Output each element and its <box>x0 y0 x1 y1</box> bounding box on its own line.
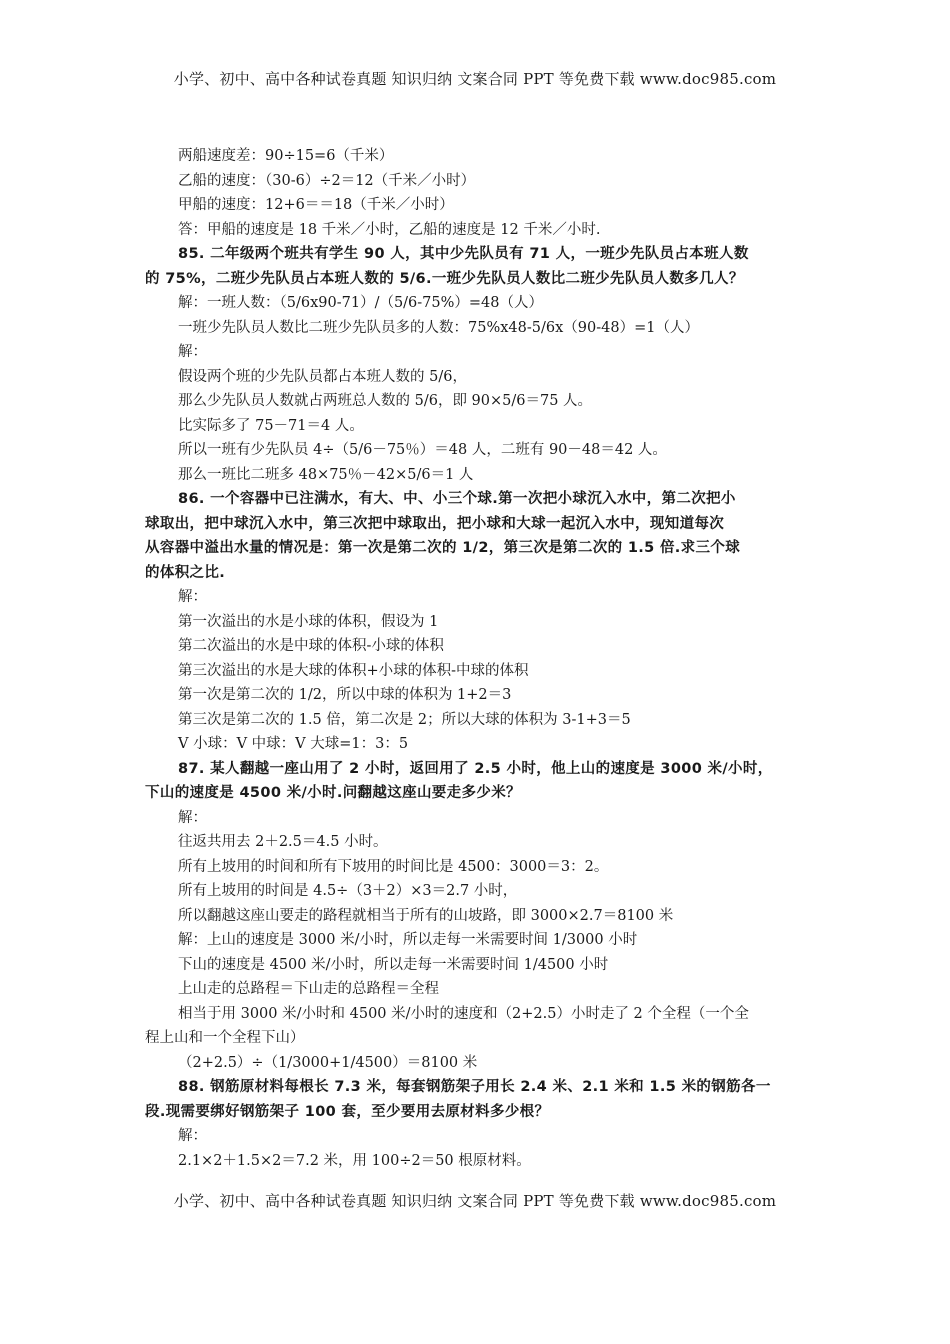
text-line: 所以翻越这座山要走的路程就相当于所有的山坡路，即 3000×2.7＝8100 米 <box>178 907 674 924</box>
text-line: 比实际多了 75－71＝4 人。 <box>178 417 364 434</box>
text-line: 两船速度差：90÷15=6（千米） <box>178 148 394 164</box>
question-88-line: 段.现需要绑好钢筋架子 100 套，至少要用去原材料多少根？ <box>145 1103 550 1120</box>
text-line: 解： <box>178 589 207 605</box>
text-line: 所有上坡用的时间是 4.5÷（3＋2）×3＝2.7 小时， <box>178 883 518 899</box>
text-line: 第三次是第二次的 1.5 倍，第二次是 2；所以大球的体积为 3-1+3＝5 <box>178 711 631 728</box>
text-line: 答：甲船的速度是 18 千米／小时，乙船的速度是 12 千米／小时. <box>178 221 601 238</box>
text-line: 解：一班人数：（5/6x90-71）/（5/6-75%）=48（人） <box>178 295 544 311</box>
text-line: 2.1×2＋1.5×2＝7.2 米，用 100÷2＝50 根原材料。 <box>178 1152 531 1169</box>
text-line: （2+2.5）÷（1/3000+1/4500）＝8100 米 <box>178 1054 478 1071</box>
text-line: 甲船的速度：12+6＝＝18（千米／小时） <box>178 197 454 213</box>
question-86-line: 从容器中溢出水量的情况是：第一次是第二次的 1/2，第三次是第二次的 1.5 倍.求三个球 <box>145 540 741 556</box>
text-line: 所有上坡用的时间和所有下坡用的时间比是 4500：3000＝3：2。 <box>178 858 609 875</box>
text-line: 第一次是第二次的 1/2，所以中球的体积为 1+2＝3 <box>178 687 512 703</box>
text-line: 第二次溢出的水是中球的体积-小球的体积 <box>178 638 444 654</box>
question-86-line: 的体积之比. <box>145 564 226 581</box>
question-88-line: 88. 钢筋原材料每根长 7.3 米，每套钢筋架子用长 2.4 米、2.1 米和 1.5 米的钢筋各一 <box>178 1079 771 1095</box>
text-line: 下山的速度是 4500 米/小时，所以走每一米需要时间 1/4500 小时 <box>178 956 609 973</box>
text-line: 解： <box>178 1128 207 1144</box>
page-header: 小学、初中、高中各种试卷真题 知识归纳 文案合同 PPT 等免费下载 www.doc985.com <box>173 70 777 88</box>
text-line: V 小球：V 中球：V 大球=1：3：5 <box>178 736 409 752</box>
text-line: 那么少先队员人数就占两班总人数的 5/6，即 90×5/6＝75 人。 <box>178 393 593 409</box>
text-line: 所以一班有少先队员 4÷（5/6－75％）＝48 人，二班有 90－48＝42 人。 <box>178 442 667 458</box>
text-line: 假设两个班的少先队员都占本班人数的 5/6， <box>178 368 467 385</box>
document-body <box>145 144 810 1173</box>
question-86-line: 球取出，把中球沉入水中，第三次把中球取出，把小球和大球一起沉入水中，现知道每次 <box>145 515 725 532</box>
text-line: 解： <box>178 809 207 826</box>
text-line: 解： <box>178 344 207 360</box>
text-line: 乙船的速度：（30-6）÷2＝12（千米／小时） <box>178 172 476 189</box>
question-87-line: 87. 某人翻越一座山用了 2 小时，返回用了 2.5 小时，他上山的速度是 3000 米/小时， <box>178 760 773 777</box>
text-line: 上山走的总路程＝下山走的总路程＝全程 <box>178 981 439 997</box>
text-line: 往返共用去 2＋2.5＝4.5 小时。 <box>178 834 388 850</box>
question-85-line: 85. 二年级两个班共有学生 90 人，其中少先队员有 71 人，一班少先队员占本班人数 <box>178 246 749 262</box>
question-85-line: 的 75%，二班少先队员占本班人数的 5/6.一班少先队员人数比二班少先队员人数多几人？ <box>145 270 744 287</box>
text-line: 第一次溢出的水是小球的体积，假设为 1 <box>178 613 439 630</box>
text-line: 相当于用 3000 米/小时和 4500 米/小时的速度和（2+2.5）小时走了 2 个全程（一个全 <box>178 1005 749 1022</box>
text-line: 解：上山的速度是 3000 米/小时，所以走每一米需要时间 1/3000 小时 <box>178 932 638 948</box>
question-87-line: 下山的速度是 4500 米/小时.问翻越这座山要走多少米？ <box>145 785 521 801</box>
page-footer: 小学、初中、高中各种试卷真题 知识归纳 文案合同 PPT 等免费下载 www.doc985.com <box>173 1192 777 1210</box>
text-line: 第三次溢出的水是大球的体积+小球的体积-中球的体积 <box>178 662 529 679</box>
question-86-line: 86. 一个容器中已注满水，有大、中、小三个球.第一次把小球沉入水中，第二次把小 <box>178 491 736 507</box>
text-line: 那么一班比二班多 48×75％－42×5/6＝1 人 <box>178 466 474 483</box>
text-line: 一班少先队员人数比二班少先队员多的人数：75%x48-5/6x（90-48）=1（人） <box>178 319 699 336</box>
text-line: 程上山和一个全程下山） <box>145 1030 305 1046</box>
